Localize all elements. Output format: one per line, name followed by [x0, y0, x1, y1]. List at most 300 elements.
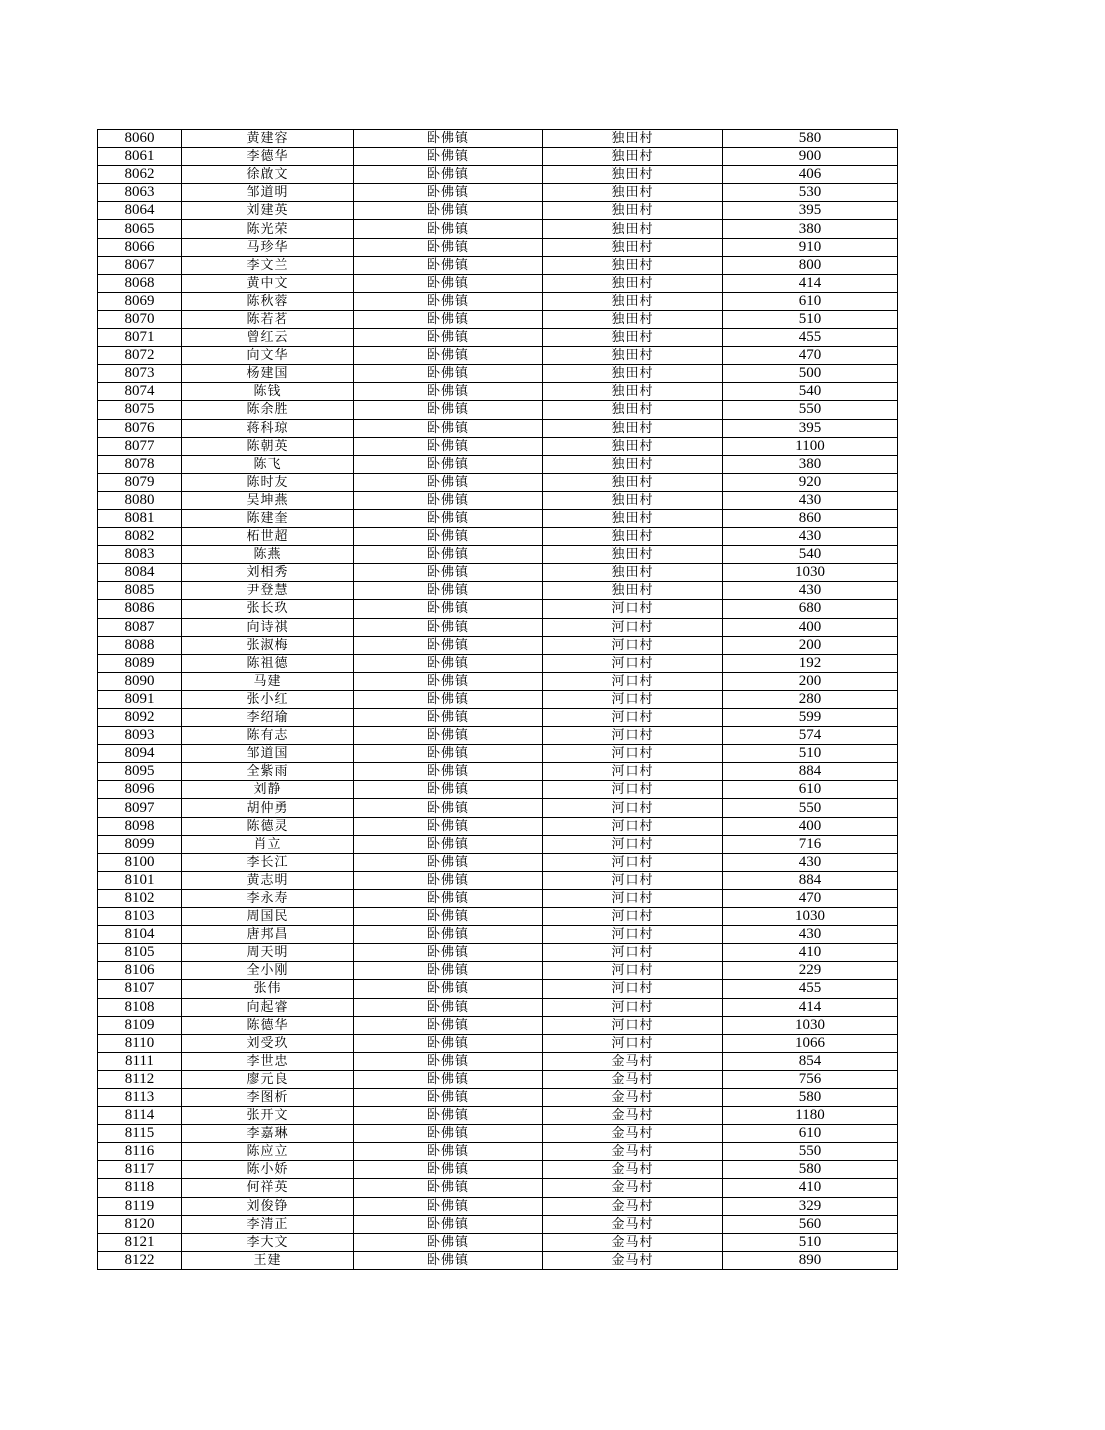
amount-cell: 854 — [723, 1052, 898, 1070]
row-number-cell: 8115 — [98, 1125, 182, 1143]
person-name-cell: 马珍华 — [182, 238, 354, 256]
person-name-cell: 刘静 — [182, 781, 354, 799]
person-name-cell: 李德华 — [182, 148, 354, 166]
table-row — [98, 582, 898, 600]
table-row — [98, 727, 898, 745]
town-name-cell: 卧佛镇 — [354, 582, 543, 600]
town-name-cell: 卧佛镇 — [354, 1034, 543, 1052]
person-name-cell: 李长江 — [182, 853, 354, 871]
town-name-cell: 卧佛镇 — [354, 220, 543, 238]
village-name-cell: 河口村 — [543, 1034, 723, 1052]
town-name-cell: 卧佛镇 — [354, 853, 543, 871]
person-name-cell: 陈祖德 — [182, 654, 354, 672]
town-name-cell: 卧佛镇 — [354, 908, 543, 926]
village-name-cell: 独田村 — [543, 148, 723, 166]
table-row — [98, 871, 898, 889]
town-name-cell: 卧佛镇 — [354, 781, 543, 799]
town-name-cell: 卧佛镇 — [354, 600, 543, 618]
row-number-cell: 8100 — [98, 853, 182, 871]
table-row — [98, 528, 898, 546]
village-name-cell: 河口村 — [543, 781, 723, 799]
row-number-cell: 8070 — [98, 310, 182, 328]
person-name-cell: 马建 — [182, 672, 354, 690]
village-name-cell: 独田村 — [543, 292, 723, 310]
town-name-cell: 卧佛镇 — [354, 672, 543, 690]
village-name-cell: 河口村 — [543, 980, 723, 998]
village-name-cell: 独田村 — [543, 509, 723, 527]
table-row — [98, 148, 898, 166]
village-name-cell: 独田村 — [543, 274, 723, 292]
town-name-cell: 卧佛镇 — [354, 166, 543, 184]
person-name-cell: 刘受玖 — [182, 1034, 354, 1052]
row-number-cell: 8092 — [98, 709, 182, 727]
town-name-cell: 卧佛镇 — [354, 310, 543, 328]
amount-cell: 400 — [723, 618, 898, 636]
town-name-cell: 卧佛镇 — [354, 1197, 543, 1215]
village-name-cell: 独田村 — [543, 437, 723, 455]
row-number-cell: 8066 — [98, 238, 182, 256]
table-row — [98, 546, 898, 564]
town-name-cell: 卧佛镇 — [354, 1070, 543, 1088]
person-name-cell: 廖元良 — [182, 1070, 354, 1088]
row-number-cell: 8089 — [98, 654, 182, 672]
person-name-cell: 陈秋蓉 — [182, 292, 354, 310]
row-number-cell: 8093 — [98, 727, 182, 745]
town-name-cell: 卧佛镇 — [354, 745, 543, 763]
table-row — [98, 889, 898, 907]
table-row — [98, 1215, 898, 1233]
amount-cell: 395 — [723, 202, 898, 220]
row-number-cell: 8111 — [98, 1052, 182, 1070]
town-name-cell: 卧佛镇 — [354, 1161, 543, 1179]
amount-cell: 510 — [723, 745, 898, 763]
amount-cell: 580 — [723, 1161, 898, 1179]
village-name-cell: 河口村 — [543, 998, 723, 1016]
person-name-cell: 向诗祺 — [182, 618, 354, 636]
village-name-cell: 独田村 — [543, 582, 723, 600]
village-name-cell: 独田村 — [543, 528, 723, 546]
person-name-cell: 杨建国 — [182, 365, 354, 383]
person-name-cell: 李绍瑜 — [182, 709, 354, 727]
table-row — [98, 274, 898, 292]
town-name-cell: 卧佛镇 — [354, 1143, 543, 1161]
row-number-cell: 8067 — [98, 256, 182, 274]
person-name-cell: 李清正 — [182, 1215, 354, 1233]
village-name-cell: 河口村 — [543, 745, 723, 763]
town-name-cell: 卧佛镇 — [354, 528, 543, 546]
village-name-cell: 河口村 — [543, 817, 723, 835]
town-name-cell: 卧佛镇 — [354, 1016, 543, 1034]
amount-cell: 610 — [723, 1125, 898, 1143]
town-name-cell: 卧佛镇 — [354, 980, 543, 998]
amount-cell: 455 — [723, 329, 898, 347]
table-row — [98, 292, 898, 310]
amount-cell: 884 — [723, 763, 898, 781]
town-name-cell: 卧佛镇 — [354, 1251, 543, 1269]
person-name-cell: 王建 — [182, 1251, 354, 1269]
town-name-cell: 卧佛镇 — [354, 365, 543, 383]
row-number-cell: 8094 — [98, 745, 182, 763]
person-name-cell: 李图析 — [182, 1088, 354, 1106]
table-row — [98, 781, 898, 799]
village-name-cell: 金马村 — [543, 1125, 723, 1143]
village-name-cell: 独田村 — [543, 401, 723, 419]
row-number-cell: 8072 — [98, 347, 182, 365]
town-name-cell: 卧佛镇 — [354, 654, 543, 672]
village-name-cell: 金马村 — [543, 1088, 723, 1106]
village-name-cell: 独田村 — [543, 383, 723, 401]
town-name-cell: 卧佛镇 — [354, 1088, 543, 1106]
row-number-cell: 8097 — [98, 799, 182, 817]
village-name-cell: 独田村 — [543, 238, 723, 256]
table-row — [98, 709, 898, 727]
person-name-cell: 唐邦昌 — [182, 926, 354, 944]
table-row — [98, 130, 898, 148]
row-number-cell: 8083 — [98, 546, 182, 564]
table-row — [98, 256, 898, 274]
amount-cell: 1100 — [723, 437, 898, 455]
row-number-cell: 8120 — [98, 1215, 182, 1233]
table-row — [98, 329, 898, 347]
town-name-cell: 卧佛镇 — [354, 256, 543, 274]
person-name-cell: 全小刚 — [182, 962, 354, 980]
person-name-cell: 张长玖 — [182, 600, 354, 618]
town-name-cell: 卧佛镇 — [354, 491, 543, 509]
table-row — [98, 908, 898, 926]
village-name-cell: 河口村 — [543, 908, 723, 926]
row-number-cell: 8082 — [98, 528, 182, 546]
amount-cell: 716 — [723, 835, 898, 853]
amount-cell: 470 — [723, 889, 898, 907]
village-name-cell: 独田村 — [543, 365, 723, 383]
person-name-cell: 柘世超 — [182, 528, 354, 546]
town-name-cell: 卧佛镇 — [354, 1125, 543, 1143]
amount-cell: 580 — [723, 1088, 898, 1106]
person-name-cell: 张淑梅 — [182, 636, 354, 654]
amount-cell: 229 — [723, 962, 898, 980]
person-name-cell: 陈时友 — [182, 473, 354, 491]
row-number-cell: 8103 — [98, 908, 182, 926]
table-row — [98, 763, 898, 781]
row-number-cell: 8084 — [98, 564, 182, 582]
town-name-cell: 卧佛镇 — [354, 401, 543, 419]
table-row — [98, 835, 898, 853]
village-name-cell: 河口村 — [543, 926, 723, 944]
row-number-cell: 8106 — [98, 962, 182, 980]
table-row — [98, 618, 898, 636]
town-name-cell: 卧佛镇 — [354, 509, 543, 527]
row-number-cell: 8077 — [98, 437, 182, 455]
table-row — [98, 383, 898, 401]
row-number-cell: 8099 — [98, 835, 182, 853]
row-number-cell: 8085 — [98, 582, 182, 600]
amount-cell: 890 — [723, 1251, 898, 1269]
person-name-cell: 陈有志 — [182, 727, 354, 745]
amount-cell: 329 — [723, 1197, 898, 1215]
person-name-cell: 陈德灵 — [182, 817, 354, 835]
row-number-cell: 8110 — [98, 1034, 182, 1052]
row-number-cell: 8076 — [98, 419, 182, 437]
amount-cell: 410 — [723, 944, 898, 962]
row-number-cell: 8061 — [98, 148, 182, 166]
amount-cell: 430 — [723, 528, 898, 546]
town-name-cell: 卧佛镇 — [354, 383, 543, 401]
amount-cell: 900 — [723, 148, 898, 166]
person-name-cell: 陈德华 — [182, 1016, 354, 1034]
row-number-cell: 8074 — [98, 383, 182, 401]
row-number-cell: 8081 — [98, 509, 182, 527]
town-name-cell: 卧佛镇 — [354, 274, 543, 292]
table-row — [98, 600, 898, 618]
village-name-cell: 金马村 — [543, 1233, 723, 1251]
person-name-cell: 李大文 — [182, 1233, 354, 1251]
table-row — [98, 509, 898, 527]
village-name-cell: 金马村 — [543, 1161, 723, 1179]
person-name-cell: 邹道国 — [182, 745, 354, 763]
amount-cell: 920 — [723, 473, 898, 491]
person-name-cell: 陈钱 — [182, 383, 354, 401]
table-row — [98, 564, 898, 582]
town-name-cell: 卧佛镇 — [354, 799, 543, 817]
amount-cell: 860 — [723, 509, 898, 527]
town-name-cell: 卧佛镇 — [354, 926, 543, 944]
town-name-cell: 卧佛镇 — [354, 1179, 543, 1197]
amount-cell: 400 — [723, 817, 898, 835]
village-name-cell: 金马村 — [543, 1251, 723, 1269]
table-row — [98, 998, 898, 1016]
amount-cell: 800 — [723, 256, 898, 274]
table-row — [98, 1016, 898, 1034]
village-name-cell: 独田村 — [543, 347, 723, 365]
village-name-cell: 独田村 — [543, 184, 723, 202]
amount-cell: 410 — [723, 1179, 898, 1197]
row-number-cell: 8069 — [98, 292, 182, 310]
table-row — [98, 202, 898, 220]
amount-cell: 1030 — [723, 1016, 898, 1034]
town-name-cell: 卧佛镇 — [354, 1215, 543, 1233]
person-name-cell: 陈应立 — [182, 1143, 354, 1161]
amount-cell: 550 — [723, 799, 898, 817]
town-name-cell: 卧佛镇 — [354, 130, 543, 148]
town-name-cell: 卧佛镇 — [354, 998, 543, 1016]
village-name-cell: 金马村 — [543, 1179, 723, 1197]
amount-cell: 406 — [723, 166, 898, 184]
person-name-cell: 刘建英 — [182, 202, 354, 220]
table-row — [98, 347, 898, 365]
row-number-cell: 8122 — [98, 1251, 182, 1269]
amount-cell: 430 — [723, 926, 898, 944]
village-name-cell: 河口村 — [543, 763, 723, 781]
village-name-cell: 独田村 — [543, 491, 723, 509]
village-name-cell: 金马村 — [543, 1107, 723, 1125]
town-name-cell: 卧佛镇 — [354, 455, 543, 473]
town-name-cell: 卧佛镇 — [354, 962, 543, 980]
person-name-cell: 胡仲勇 — [182, 799, 354, 817]
row-number-cell: 8102 — [98, 889, 182, 907]
amount-cell: 599 — [723, 709, 898, 727]
row-number-cell: 8062 — [98, 166, 182, 184]
person-name-cell: 李文兰 — [182, 256, 354, 274]
village-name-cell: 独田村 — [543, 564, 723, 582]
amount-cell: 414 — [723, 998, 898, 1016]
amount-cell: 430 — [723, 491, 898, 509]
table-row — [98, 745, 898, 763]
table-row — [98, 1233, 898, 1251]
person-name-cell: 刘相秀 — [182, 564, 354, 582]
table-row — [98, 1070, 898, 1088]
person-name-cell: 吴坤燕 — [182, 491, 354, 509]
village-name-cell: 独田村 — [543, 166, 723, 184]
person-name-cell: 徐啟文 — [182, 166, 354, 184]
table-row — [98, 853, 898, 871]
village-name-cell: 独田村 — [543, 546, 723, 564]
person-name-cell: 黄中文 — [182, 274, 354, 292]
amount-cell: 1030 — [723, 908, 898, 926]
town-name-cell: 卧佛镇 — [354, 871, 543, 889]
village-name-cell: 独田村 — [543, 419, 723, 437]
amount-cell: 530 — [723, 184, 898, 202]
village-name-cell: 独田村 — [543, 130, 723, 148]
village-name-cell: 河口村 — [543, 962, 723, 980]
town-name-cell: 卧佛镇 — [354, 329, 543, 347]
village-name-cell: 河口村 — [543, 871, 723, 889]
town-name-cell: 卧佛镇 — [354, 546, 543, 564]
row-number-cell: 8098 — [98, 817, 182, 835]
amount-cell: 1030 — [723, 564, 898, 582]
amount-cell: 380 — [723, 455, 898, 473]
table-row — [98, 1251, 898, 1269]
person-name-cell: 蒋科琼 — [182, 419, 354, 437]
person-name-cell: 张小红 — [182, 690, 354, 708]
town-name-cell: 卧佛镇 — [354, 817, 543, 835]
village-name-cell: 河口村 — [543, 636, 723, 654]
person-name-cell: 曾红云 — [182, 329, 354, 347]
village-name-cell: 独田村 — [543, 220, 723, 238]
person-name-cell: 陈建奎 — [182, 509, 354, 527]
table-row — [98, 980, 898, 998]
amount-cell: 395 — [723, 419, 898, 437]
person-name-cell: 陈燕 — [182, 546, 354, 564]
amount-cell: 560 — [723, 1215, 898, 1233]
table-row — [98, 184, 898, 202]
row-number-cell: 8060 — [98, 130, 182, 148]
village-name-cell: 河口村 — [543, 799, 723, 817]
row-number-cell: 8121 — [98, 1233, 182, 1251]
person-name-cell: 陈余胜 — [182, 401, 354, 419]
person-name-cell: 全紫雨 — [182, 763, 354, 781]
amount-cell: 510 — [723, 310, 898, 328]
town-name-cell: 卧佛镇 — [354, 473, 543, 491]
row-number-cell: 8116 — [98, 1143, 182, 1161]
village-name-cell: 金马村 — [543, 1215, 723, 1233]
row-number-cell: 8107 — [98, 980, 182, 998]
table-row — [98, 401, 898, 419]
table-row — [98, 1107, 898, 1125]
amount-cell: 610 — [723, 292, 898, 310]
amount-cell: 455 — [723, 980, 898, 998]
row-number-cell: 8086 — [98, 600, 182, 618]
table-row — [98, 636, 898, 654]
table-row — [98, 690, 898, 708]
person-name-cell: 李永寿 — [182, 889, 354, 907]
person-name-cell: 何祥英 — [182, 1179, 354, 1197]
amount-cell: 910 — [723, 238, 898, 256]
row-number-cell: 8078 — [98, 455, 182, 473]
person-name-cell: 陈若茗 — [182, 310, 354, 328]
amount-cell: 414 — [723, 274, 898, 292]
village-name-cell: 独田村 — [543, 256, 723, 274]
amount-cell: 280 — [723, 690, 898, 708]
village-name-cell: 独田村 — [543, 329, 723, 347]
table-row — [98, 1034, 898, 1052]
table-row — [98, 419, 898, 437]
row-number-cell: 8118 — [98, 1179, 182, 1197]
village-name-cell: 金马村 — [543, 1052, 723, 1070]
amount-cell: 200 — [723, 672, 898, 690]
amount-cell: 380 — [723, 220, 898, 238]
person-name-cell: 陈小娇 — [182, 1161, 354, 1179]
town-name-cell: 卧佛镇 — [354, 709, 543, 727]
village-name-cell: 河口村 — [543, 654, 723, 672]
row-number-cell: 8105 — [98, 944, 182, 962]
person-name-cell: 黄建容 — [182, 130, 354, 148]
town-name-cell: 卧佛镇 — [354, 564, 543, 582]
person-name-cell: 黄志明 — [182, 871, 354, 889]
town-name-cell: 卧佛镇 — [354, 618, 543, 636]
person-name-cell: 周国民 — [182, 908, 354, 926]
village-name-cell: 河口村 — [543, 889, 723, 907]
row-number-cell: 8101 — [98, 871, 182, 889]
town-name-cell: 卧佛镇 — [354, 419, 543, 437]
table-row — [98, 473, 898, 491]
person-name-cell: 邹道明 — [182, 184, 354, 202]
amount-cell: 200 — [723, 636, 898, 654]
town-name-cell: 卧佛镇 — [354, 148, 543, 166]
table-row — [98, 962, 898, 980]
row-number-cell: 8079 — [98, 473, 182, 491]
row-number-cell: 8117 — [98, 1161, 182, 1179]
village-name-cell: 河口村 — [543, 944, 723, 962]
village-name-cell: 金马村 — [543, 1070, 723, 1088]
town-name-cell: 卧佛镇 — [354, 292, 543, 310]
row-number-cell: 8090 — [98, 672, 182, 690]
person-name-cell: 李世忠 — [182, 1052, 354, 1070]
person-name-cell: 周天明 — [182, 944, 354, 962]
town-name-cell: 卧佛镇 — [354, 636, 543, 654]
amount-cell: 756 — [723, 1070, 898, 1088]
person-name-cell: 刘俊铮 — [182, 1197, 354, 1215]
town-name-cell: 卧佛镇 — [354, 944, 543, 962]
row-number-cell: 8113 — [98, 1088, 182, 1106]
town-name-cell: 卧佛镇 — [354, 1233, 543, 1251]
table-row — [98, 1179, 898, 1197]
row-number-cell: 8104 — [98, 926, 182, 944]
person-name-cell: 尹登慧 — [182, 582, 354, 600]
village-name-cell: 独田村 — [543, 473, 723, 491]
row-number-cell: 8114 — [98, 1107, 182, 1125]
amount-cell: 550 — [723, 1143, 898, 1161]
table-row — [98, 455, 898, 473]
row-number-cell: 8080 — [98, 491, 182, 509]
person-name-cell: 李嘉琳 — [182, 1125, 354, 1143]
amount-cell: 192 — [723, 654, 898, 672]
amount-cell: 510 — [723, 1233, 898, 1251]
data-table — [97, 129, 898, 1270]
amount-cell: 1066 — [723, 1034, 898, 1052]
amount-cell: 680 — [723, 600, 898, 618]
town-name-cell: 卧佛镇 — [354, 763, 543, 781]
person-name-cell: 陈光荣 — [182, 220, 354, 238]
